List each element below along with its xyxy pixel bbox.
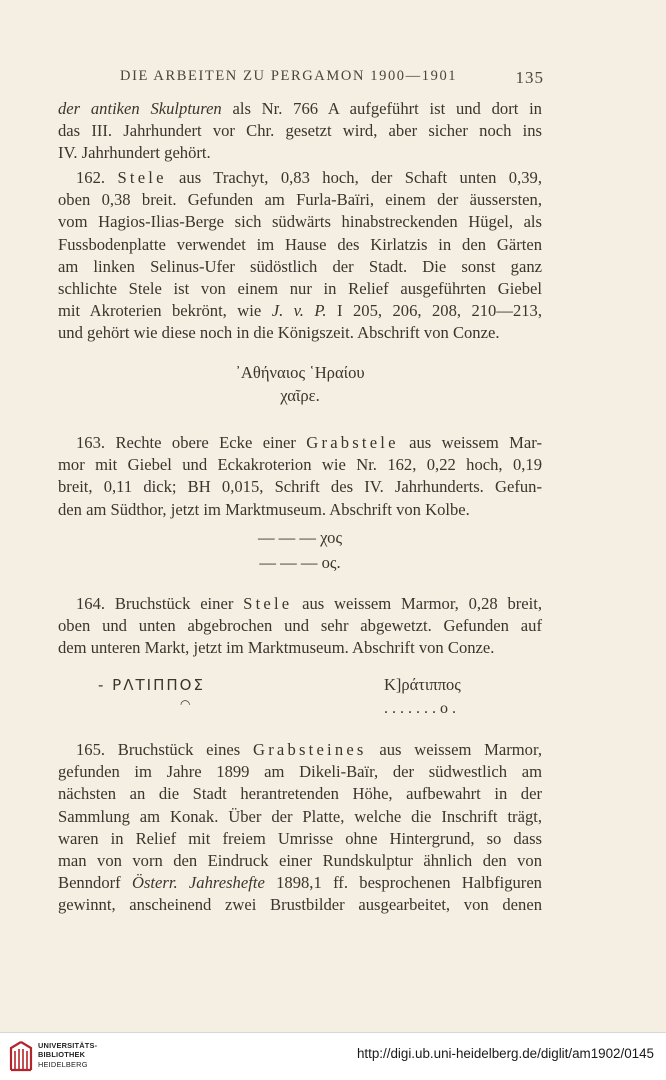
entry-number: 165. Bruchstück eines bbox=[76, 740, 254, 759]
text-line: gefunden im Jahre 1899 am Dikeli-Baïr, der südwestlich am bbox=[58, 762, 542, 782]
greek-inscription-163-line1: — — — χος bbox=[257, 528, 343, 547]
page-header bbox=[0, 68, 666, 92]
entry-163 bbox=[58, 432, 542, 521]
library-name-line: BIBLIOTHEK bbox=[38, 1050, 86, 1060]
text-line: Benndorf bbox=[58, 873, 132, 893]
text-line: als Nr. 766 A aufgeführt ist und dort in bbox=[221, 99, 542, 118]
text-line: das III. Jahrhundert vor Chr. gesetzt wird, aber sicher noch ins bbox=[58, 121, 542, 141]
text-line: aus weissem Marmor, 0,28 breit, bbox=[292, 594, 543, 613]
spaced-term: Stele bbox=[243, 594, 293, 613]
permalink-url[interactable]: http://digi.ub.uni-heidelberg.de/diglit/am1902/0145 bbox=[356, 1046, 654, 1061]
epigraphic-copy-line1: - ΡΛΤΙΠΠΟΣ bbox=[98, 676, 205, 694]
paragraph-continuation bbox=[58, 98, 542, 165]
library-name-line: HEIDELBERG bbox=[38, 1059, 88, 1069]
text-line: breit, 0,11 dick; BH 0,015, Schrift des IV. Jahrhunderts. Gefun- bbox=[58, 477, 542, 497]
spaced-term: Grabstele bbox=[306, 433, 399, 452]
text-line: mor mit Giebel und Eckakroterion wie Nr. 162, 0,22 hoch, 0,19 bbox=[58, 455, 542, 475]
page-number: 135 bbox=[515, 68, 544, 87]
italic-reference: Österr. Jahreshefte bbox=[131, 873, 265, 893]
text-line: dem unteren Markt, jetzt im Marktmuseum. Abschrift von Conze. bbox=[58, 638, 495, 658]
running-title: DIE ARBEITEN ZU PERGAMON 1900—1901 bbox=[120, 68, 458, 84]
text-line: und gehört wie diese noch in die Königszeit. Abschrift von Conze. bbox=[58, 323, 500, 343]
entry-number: 164. Bruchstück einer bbox=[76, 594, 244, 613]
library-name[interactable] bbox=[38, 1041, 97, 1069]
text-line: oben 0,38 breit. Gefunden am Furla-Baïri, einem der äussersten, bbox=[58, 190, 542, 210]
text-line: gewinnt, anscheinend zwei Brustbilder ausgearbeitet, von denen bbox=[58, 895, 542, 915]
transcription-line2: . . . . . . . ο . bbox=[384, 700, 456, 717]
greek-inscription-163-line2: — — — ος. bbox=[259, 553, 341, 572]
entry-165 bbox=[58, 739, 542, 917]
entry-164 bbox=[58, 593, 542, 660]
text-line: Fussbodenplatte verwendet im Hause des Kirlatzis in den Gärten bbox=[58, 234, 542, 254]
entry-number: 163. Rechte obere Ecke einer bbox=[76, 433, 307, 452]
text-line: man von vorn den Eindruck einer Rundskulptur ähnlich den von bbox=[58, 850, 542, 870]
italic-title: der antiken Skulpturen bbox=[58, 99, 222, 118]
text-line: aus Trachyt, 0,83 hoch, der Schaft unten 0,39, bbox=[166, 168, 542, 187]
entry-number: 162. bbox=[76, 168, 118, 187]
greek-inscription-162-line2: χαῖρε. bbox=[280, 386, 320, 405]
spaced-term: Stele bbox=[117, 168, 167, 187]
text-line: IV. Jahrhundert gehört. bbox=[58, 143, 211, 163]
text-line: waren in Relief mit freiem Umrisse ohne Hintergrund, so dass bbox=[58, 828, 542, 848]
epigraphic-copy-line2: ◠ bbox=[180, 697, 191, 711]
text-line: schlichte Stele ist von einem nur in Relief ausgeführten Giebel bbox=[58, 278, 542, 298]
text-line: nächsten an die Stadt herantretenden Höhe, aufbewahrt in der bbox=[58, 784, 542, 804]
text-line: aus weissem Marmor, bbox=[366, 740, 542, 759]
entry-162 bbox=[58, 167, 542, 345]
italic-reference: J. v. P. bbox=[271, 301, 327, 321]
text-line: mit Akroterien bekrönt, wie bbox=[58, 301, 272, 321]
spaced-term: Grabsteines bbox=[253, 740, 367, 759]
text-line: 1898,1 ff. besprochenen Halbfiguren bbox=[264, 873, 542, 893]
text-line: oben und unten abgebrochen und sehr abgewetzt. Gefunden auf bbox=[58, 616, 542, 636]
library-name-line: UNIVERSITÄTS- bbox=[38, 1041, 98, 1050]
university-library-logo-icon[interactable] bbox=[8, 1040, 34, 1072]
greek-inscription-162-line1: ᾿Αθήναιος ῾Ηραίου bbox=[235, 363, 365, 382]
text-line: aus weissem Mar- bbox=[398, 433, 542, 452]
text-line: am linken Selinus-Ufer südöstlich der Stadt. Die sonst ganz bbox=[58, 256, 542, 276]
library-footer-bar bbox=[0, 1032, 666, 1080]
transcription-line1: Κ]ράτιππος bbox=[384, 675, 461, 694]
text-line: vom Hagios-Ilias-Berge sich südwärts hinabstreckenden Hügel, als bbox=[58, 212, 542, 232]
text-line: I 205, 206, 208, 210—213, bbox=[326, 301, 542, 321]
text-line: den am Südthor, jetzt im Marktmuseum. Abschrift von Kolbe. bbox=[58, 499, 470, 519]
text-line: Sammlung am Konak. Über der Platte, welche die Inschrift trägt, bbox=[58, 806, 542, 826]
